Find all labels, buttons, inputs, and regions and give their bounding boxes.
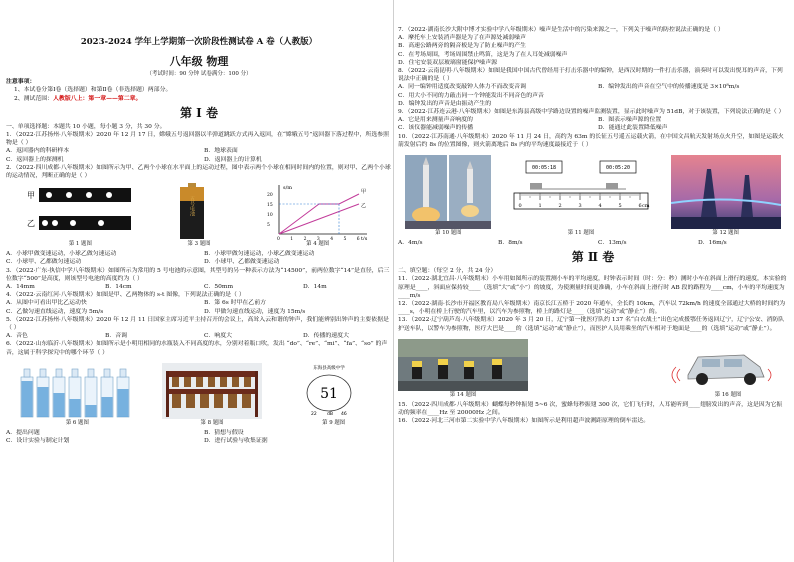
q1-options-2 bbox=[6, 156, 392, 164]
exam-title: 2023-2024 学年上学期第一次阶段性测试卷 A 卷（人教版） bbox=[80, 37, 318, 47]
bottle-water bbox=[102, 397, 113, 417]
bianzhong-bells bbox=[162, 363, 262, 419]
bottle-water bbox=[70, 399, 81, 417]
balls-diagram bbox=[25, 182, 135, 240]
st-ytick: 15 bbox=[266, 203, 273, 209]
q8-stem: 8．（2022·云南昆明·八年级期末）如图是我国中国古代曾经用于打击乐器中的编钟，是西汉时期的一件打击乐器，演奏时可以发出悦耳的声音，下列说法中正确的是（ ） bbox=[398, 68, 783, 83]
rocket-photos bbox=[405, 155, 491, 229]
bottle-neck bbox=[72, 369, 78, 377]
series-yi-label: 乙 bbox=[360, 203, 366, 210]
q13-text: 13．（2022·辽宁葫芦岛·八年级期末）2020 年 3 月 20 日，辽宁第一批医疗队约 137 名“白衣战士”出色完成援鄂任务返回辽宁，辽宁公安、消防队护送车队，以警车为参照物，医疗大巴是____的（选填“运动”或“静止”），而医护人员用乘坐的汽车相对于地面是____的（选填“运动”或“静止”）。 bbox=[398, 317, 785, 332]
series-yi-line bbox=[279, 204, 359, 234]
st-ytick: 20 bbox=[266, 193, 273, 199]
q5-option-b: B．音调 bbox=[105, 333, 128, 340]
q6-option-d: D．进行试验与收集证据 bbox=[204, 438, 268, 445]
motorcade-photo bbox=[398, 339, 528, 391]
figure-q14-motorcade bbox=[398, 339, 528, 399]
q2-options-1 bbox=[6, 250, 392, 258]
meter-tick-high: 46 bbox=[340, 411, 347, 417]
figure-q3-battery bbox=[174, 182, 224, 248]
bottle-water bbox=[118, 389, 129, 417]
series-jia-label: 甲 bbox=[360, 189, 366, 196]
right-column bbox=[398, 26, 788, 425]
caption-fig-10: 第 10 题图 bbox=[435, 229, 462, 236]
note-2-scope: 人教版八上：第一章——第二章。 bbox=[53, 94, 142, 102]
q4-option-b: B．第 6s 时甲在乙前方 bbox=[204, 300, 266, 307]
jia-track bbox=[39, 188, 131, 202]
q9-option-c: C．该仪器能减弱噪声的传播 bbox=[398, 125, 474, 132]
column-divider bbox=[393, 0, 394, 562]
q8-option-a: A．同一编钟用适度改变敲钟人体力不而改变音调 bbox=[398, 84, 526, 91]
st-xlabel: t/s bbox=[360, 236, 367, 241]
q4-option-d: D．甲做匀速直线运动，速度为 15m/s bbox=[204, 308, 306, 315]
meter-school: 东海县高级中学 bbox=[312, 365, 345, 371]
clock-start: 00:05:18 bbox=[531, 164, 557, 171]
q4-stem: 4．（2022·云南红河·八年级期末）如图是甲、乙两物体的 s-t 图像，下列说法正确的是（ ） bbox=[6, 292, 245, 299]
q3-options bbox=[6, 283, 392, 291]
caption-fig-9: 第 9 题图 bbox=[322, 419, 346, 426]
figure-q6-bottles bbox=[19, 363, 135, 427]
q10-stem: 10．（2022·江苏南通·八年级期末）2020 年 11 月 24 日，高约为 63m 的长征五号遥五运载火箭，在中国文昌航天发射场点火升空，如图是运载火箭发射后约 8s 的位置图像，则火箭离地后 8s 内的平均速度最接近于（ ） bbox=[398, 133, 784, 148]
bottle-neck bbox=[56, 369, 62, 377]
bottle-neck bbox=[88, 369, 94, 377]
q3-stem: 3．（2022·广东·执信中学八年级期末）如图所示为常用的 5 号电池的示意图，其型号的另一种表示方法为“14500”，前两位数字“14”是直径，后三位数字“500”是高度，则该型号电池的高度约为（ ） bbox=[6, 267, 390, 282]
q7-option-c: C．在考场周围，考场周围禁止鸣笛，这是为了在人耳处减弱噪声 bbox=[398, 51, 568, 58]
jia-label: 甲 bbox=[27, 191, 36, 201]
bottle-neck bbox=[40, 369, 46, 377]
q9-stem: 9．（2022·江苏连云港·八年级期末）如图是东海县高级中学路边设置的噪声监测装置，显示此时噪声为 51dB，对于该装置，下列说法正确的是（ ） bbox=[398, 109, 785, 116]
ruler-unit: cm bbox=[641, 202, 650, 209]
q5-option-c: C．响度大 bbox=[204, 333, 233, 340]
ruler-tick-label: 6 bbox=[638, 202, 642, 209]
q3-option-c: C．50mm bbox=[204, 284, 234, 291]
q2-stem: 2．（2022·四川成都·八年级期末）如图所示为甲、乙两个小球在水平面上的运动过程，图中表示两个小球在相同时间内的位置，则对甲、乙两个小球的运动情况，判断正确的是（ ） bbox=[6, 164, 391, 180]
figure-q16-car bbox=[668, 339, 788, 399]
battery-label: 五号电池 bbox=[188, 196, 195, 217]
exam-subject: 八年级 物理 bbox=[169, 55, 229, 68]
q4-options-2 bbox=[6, 308, 392, 316]
q8-option-c: C．用大小不同的力敲击同一个钟能发出不同音色的声音 bbox=[398, 92, 544, 99]
note-2 bbox=[6, 95, 392, 103]
caption-fig-3: 第 3 题图 bbox=[187, 241, 211, 248]
left-column bbox=[6, 26, 392, 445]
figure-row-1 bbox=[6, 182, 392, 248]
q6-stem: 6．（2022·山东临沂·八年级期末）如图所示是小明用相同的水瓶装入不同高度的水，分别对着瓶口吹，发出 “do”、“re”、“mi”、“fa”、“so” 的声音，这属于科学探究中的哪个环节（ ） bbox=[6, 341, 388, 356]
section-2-title: 第 Ⅱ 卷 bbox=[571, 250, 615, 265]
st-xtick: 3 bbox=[316, 237, 320, 241]
q1-option-d: D．返回器上的计算机 bbox=[204, 156, 262, 163]
figure-q1-balls bbox=[25, 182, 135, 248]
figure-row-3 bbox=[398, 151, 788, 237]
caption-fig-1: 第 1 题图 bbox=[68, 241, 92, 248]
q9-option-b: B．图表示噪声源的位置 bbox=[598, 117, 662, 124]
q2-option-c: C．小球甲、乙都做匀速运动 bbox=[6, 259, 82, 266]
q10-option-a: A．4m/s bbox=[398, 240, 423, 247]
bottle-neck bbox=[104, 369, 110, 377]
q1-options-1 bbox=[6, 147, 392, 155]
st-xtick: 4 bbox=[329, 237, 333, 241]
st-ytick: 10 bbox=[266, 213, 273, 219]
q16-text: 16．（2022·河北三河市第二实验中学八年级期末）如图所示是利用超声波测距原理的倒车雷达。 bbox=[398, 418, 650, 425]
q4-options-1 bbox=[6, 299, 392, 307]
q9-options-2 bbox=[398, 124, 788, 132]
st-xtick: 0 bbox=[276, 237, 280, 241]
figure-q11-ruler bbox=[506, 155, 656, 237]
q6-options-2 bbox=[6, 437, 392, 445]
q9-option-d: D．能通过此装置降低噪声 bbox=[598, 125, 668, 132]
q10-option-c: C．13m/s bbox=[598, 240, 627, 247]
q6-option-b: B．猜想与假设 bbox=[204, 429, 244, 436]
q2-option-b: B．小球甲做匀速运动，小球乙做变速运动 bbox=[204, 251, 315, 258]
ruler-tick-label: 0 bbox=[518, 202, 522, 209]
section-1-intro: 一、单项选择题：本题共 10 小题，每小题 3 分，共 30 分。 bbox=[6, 123, 166, 130]
ruler-tick-label: 5 bbox=[618, 202, 622, 209]
bottle-water bbox=[86, 405, 97, 417]
q7-option-d: D．住宅安装双层玻璃窗能保护噪声源 bbox=[398, 59, 497, 66]
yi-label: 乙 bbox=[27, 219, 36, 229]
meter-tick-low: 22 bbox=[310, 411, 317, 417]
q15-text: 15．（2022·四川成都·八年级期末）蝴蝶每秒钟振翅 5~6 次，蜜蜂每秒振翅 300 次，它们飞行时，人耳能听到____翅膀发出的声音，这是因为它振动的频率在____Hz 至 20000Hz 之间。 bbox=[398, 401, 783, 417]
q3-option-b: B．14cm bbox=[105, 284, 132, 291]
bridge-photo bbox=[671, 155, 781, 229]
q9-options-1 bbox=[398, 116, 788, 124]
q8-options-1 bbox=[398, 83, 788, 91]
q1-option-a: A．返回器内的科研样本 bbox=[6, 148, 70, 155]
caption-fig-12: 第 12 题图 bbox=[712, 229, 739, 236]
q6-option-c: C．设计实验与制定计划 bbox=[6, 438, 70, 445]
ruler-tick-label: 4 bbox=[598, 202, 602, 209]
ramp-ruler bbox=[506, 155, 656, 229]
q7-stem: 7．（2022·湖南长沙大附中博才实验中学八年级期末）噪声是生活中的污染来源之一，下列关于噪声的防控说法正确的是（ ） bbox=[398, 27, 724, 33]
water-bottles bbox=[19, 363, 135, 419]
figure-row-4 bbox=[398, 335, 788, 399]
st-xtick: 5 bbox=[343, 237, 347, 241]
battery-illustration bbox=[174, 182, 210, 240]
q12-text: 12．（2022·湖南·长沙市开福区教育局八年级期末）南京长江五桥于 2020 年通车，全长约 10km，汽车以 72km/h 的速度全部通过大桥的时间约为____s，小明在桥上行驶的汽车里，以汽车为参照物，桥上的路灯是____（选填“运动”或“静止”）的。 bbox=[398, 301, 786, 316]
q7-option-a: A．摩托车上安装消声器是为了在声源处减弱噪声 bbox=[398, 35, 526, 42]
st-xtick: 6 bbox=[356, 237, 360, 241]
bottle-neck bbox=[120, 369, 126, 377]
figure-q8-bells bbox=[162, 363, 262, 427]
caption-fig-11: 第 11 题图 bbox=[567, 229, 595, 236]
st-ytick: 5 bbox=[266, 223, 270, 229]
q7-option-b: B．高速公路两旁的隔音板是为了防止噪声的产生 bbox=[398, 43, 527, 50]
st-ylabel: s/m bbox=[282, 185, 292, 192]
notes-heading: 注意事项： bbox=[6, 78, 36, 86]
bottle-neck bbox=[24, 369, 30, 377]
section-1-title: 第 Ⅰ 卷 bbox=[180, 105, 218, 120]
ruler-tick-label: 2 bbox=[558, 202, 562, 209]
figure-q9-meter bbox=[289, 363, 379, 427]
q4-option-c: C．乙做匀速直线运动，速度为 5m/s bbox=[6, 308, 104, 315]
q1-stem: 1．（2022·江苏扬州·八年级期末）2020 年 12 月 17 日，嫦娥五号返回器以半弹道跳跃方式再入返回，在“嫦娥五号”返回器下落过程中，所选参照物是（ ） bbox=[6, 132, 389, 147]
figure-q10-rockets bbox=[405, 155, 491, 237]
q10-option-d: D．16m/s bbox=[698, 240, 727, 247]
figure-q12-bridge bbox=[671, 155, 781, 237]
figure-q4-graph bbox=[263, 182, 373, 248]
q3-option-d: D．14m bbox=[303, 284, 327, 291]
st-xtick: 1 bbox=[289, 237, 293, 241]
q5-options bbox=[6, 332, 392, 340]
q9-option-a: A．它是用来测量声音响度的 bbox=[398, 117, 473, 124]
note-2-prefix: 2、测试范围： bbox=[14, 95, 54, 102]
bottle-water bbox=[54, 393, 65, 417]
caption-fig-8: 第 8 题图 bbox=[200, 419, 224, 426]
q6-option-a: A．提出问题 bbox=[6, 429, 40, 436]
caption-fig-14: 第 14 题图 bbox=[449, 391, 477, 398]
series-jia-line bbox=[279, 194, 359, 234]
q8-option-b: B．编钟发出的声音在空气中的传播速度是 3×10⁸m/s bbox=[598, 84, 740, 91]
bottle-water bbox=[22, 381, 33, 417]
q4-option-a: A．从图中可看出甲比乙运动快 bbox=[6, 300, 87, 307]
q11-text: 11．（2022·湖北宜昌·八年级期末）小车用如图所示的装置测小车的平均速度，时钟表示时间（时：分：秒）测时小车在斜面上滑行的速度，本实验的原理是____，斜面应保持较____（选填“大”或“小”）的坡度，为使测量时间更准确，小车在斜面上滑行时 AB 段的路程为____cm，小车的平均速度为____m/s bbox=[398, 276, 787, 299]
figure-row-2 bbox=[6, 359, 392, 427]
q2-options-2 bbox=[6, 258, 392, 266]
meter-value: 51 bbox=[319, 385, 338, 402]
q5-stem: 5．（2022·江苏扬州·八年级期末）2020 年 12 月 11 日国家主席习近平主持召开的会议上，高耸入云和谐的钟声，我们能辨别出钟声的主要依据是（ ） bbox=[6, 316, 389, 332]
st-graph bbox=[263, 182, 373, 240]
note-1: 1、本试卷分第Ⅰ卷（选择题）和第Ⅱ卷（非选择题）两部分。 bbox=[14, 87, 172, 94]
ruler-tick-label: 1 bbox=[538, 202, 542, 209]
st-xtick: 2 bbox=[303, 237, 307, 241]
exam-time-note: （考试时间：90 分钟 试卷满分：100 分） bbox=[146, 71, 252, 77]
car-radar bbox=[668, 339, 778, 391]
q3-option-a: A．14mm bbox=[6, 284, 35, 291]
clock-end: 00:05:20 bbox=[605, 164, 631, 171]
q5-option-a: A．音色 bbox=[6, 333, 28, 340]
q5-option-d: D．传播的速度大 bbox=[303, 333, 349, 340]
q10-options bbox=[398, 239, 788, 247]
bottle-water bbox=[38, 387, 49, 417]
meter-unit: dB bbox=[326, 411, 333, 417]
q6-options-1 bbox=[6, 429, 392, 437]
q2-option-d: D．小球甲、乙都做变速运动 bbox=[204, 259, 280, 266]
q8-option-d: D．编钟发出的声音是由振动产生的 bbox=[398, 100, 492, 107]
q1-option-b: B．地球表面 bbox=[204, 148, 238, 155]
ruler-tick-label: 3 bbox=[578, 202, 582, 209]
caption-fig-16: 第 16 题图 bbox=[714, 391, 742, 398]
section-2-intro: 二、填空题：（每空 2 分，共 24 分） bbox=[398, 268, 497, 275]
q1-option-c: C．返回器上的探测机 bbox=[6, 156, 64, 163]
caption-fig-4: 第 4 题图 bbox=[306, 241, 330, 248]
q2-option-a: A．小球甲做变速运动，小球乙做匀速运动 bbox=[6, 251, 117, 258]
noise-meter bbox=[289, 363, 369, 419]
caption-fig-6: 第 6 题图 bbox=[65, 419, 89, 426]
q10-option-b: B．8m/s bbox=[498, 240, 523, 247]
